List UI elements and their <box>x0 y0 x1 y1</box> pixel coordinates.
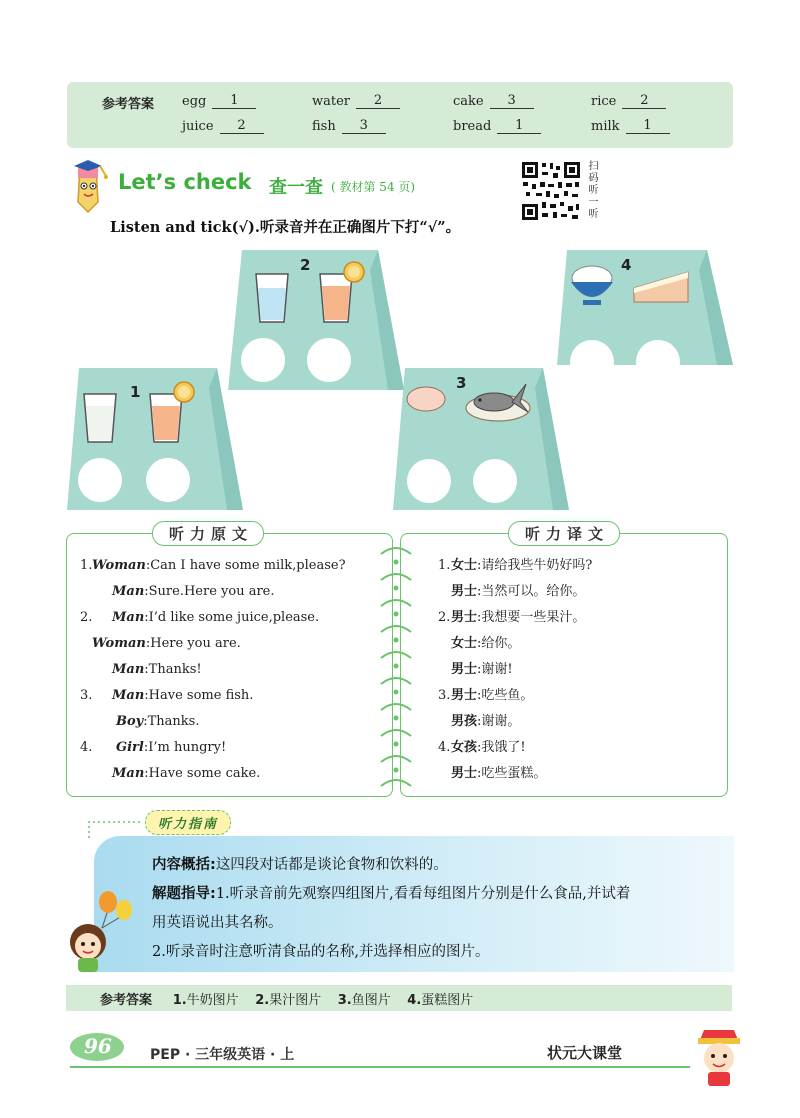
textbook-page-ref: ( 教材第 54 页) <box>331 180 416 194</box>
answer-item <box>312 93 400 109</box>
dialogue-line: Boy:Thanks. <box>116 714 200 729</box>
answer-item <box>312 118 386 134</box>
dialogue-line: 4. Girl:I’m hungry! <box>80 740 227 755</box>
top-answer-box <box>67 82 733 148</box>
section-subtitle: 查一查 <box>269 177 323 198</box>
speaker: Girl <box>116 740 144 755</box>
speaker: 女士 <box>451 636 478 651</box>
section-title: Let’s check <box>118 170 252 194</box>
tick-circle[interactable] <box>241 338 285 382</box>
guide-summary: 内容概括:这四段对话都是谈论食物和饮料的。 <box>152 857 448 873</box>
book-title: PEP · 三年级英语 · 上 <box>150 1047 295 1063</box>
line-text: 我饿了! <box>481 740 526 755</box>
line-text: I’d like some juice,please. <box>148 610 320 625</box>
speaker: Boy <box>116 714 144 729</box>
dialogue-line: 1.Woman:Can I have some milk,please? <box>80 558 346 573</box>
answer-word: fish <box>312 119 336 134</box>
tick-circle[interactable] <box>570 340 614 384</box>
speaker: Man <box>112 662 145 677</box>
answer-number: 1 <box>626 118 670 134</box>
water-glass-icon <box>252 268 292 326</box>
scan-to-listen-label: 扫码听一听 <box>586 160 597 220</box>
transcript-lines <box>80 553 346 787</box>
dialogue-line: 4.女孩:我饿了! <box>438 740 526 755</box>
answer-item <box>453 118 541 134</box>
answer-number: 1 <box>212 93 256 109</box>
line-text: 吃些鱼。 <box>481 688 534 703</box>
speaker: 男士 <box>451 688 478 703</box>
answer-number: 3 <box>490 93 534 109</box>
card-number: 1 <box>130 383 141 401</box>
answer-item <box>591 118 670 134</box>
dialogue-line: Woman:Here you are. <box>92 636 241 651</box>
egg-icon <box>404 384 450 414</box>
dialogue-line: 2.男士:我想要一些果汁。 <box>438 610 586 625</box>
line-text: 当然可以。给你。 <box>481 584 586 599</box>
translation-lines <box>438 553 592 787</box>
pencil-mascot-icon <box>62 158 114 214</box>
dialogue-line: 男士:当然可以。给你。 <box>451 584 586 599</box>
fish-plate-icon <box>464 376 536 424</box>
dialogue-line: 3.男士:吃些鱼。 <box>438 688 534 703</box>
answer-word: bread <box>453 119 492 134</box>
dialogue-line: Man:Have some cake. <box>112 766 261 781</box>
tick-circle[interactable] <box>146 458 190 502</box>
line-text: Here you are. <box>150 636 241 651</box>
card-number: 3 <box>456 374 467 392</box>
speaker: Woman <box>92 636 146 651</box>
guide-tip-1-cont: 用英语说出其名称。 <box>152 915 283 931</box>
line-text: Thanks. <box>147 714 200 729</box>
speaker: 男士 <box>451 584 478 599</box>
answer-item <box>182 118 264 134</box>
line-text: 吃些蛋糕。 <box>481 766 547 781</box>
rice-bowl-icon <box>567 262 617 308</box>
line-text: 我想要一些果汁。 <box>481 610 586 625</box>
dialogue-line: 男孩:谢谢。 <box>451 714 521 729</box>
bottom-answer-text: 参考答案 1.牛奶图片 2.果汁图片 3.鱼图片 4.蛋糕图片 <box>100 993 474 1008</box>
milk-glass-icon <box>80 388 120 446</box>
speaker: Woman <box>92 558 146 573</box>
answer-number: 2 <box>622 93 666 109</box>
line-text: 请给我些牛奶好吗? <box>481 558 593 573</box>
dotted-connector <box>85 818 145 840</box>
guide-tip-1: 解题指导:1.听录音前先观察四组图片,看看每组图片分别是什么食品,并试着 <box>152 886 631 902</box>
speaker: Man <box>112 766 145 781</box>
speaker: 男士 <box>451 766 478 781</box>
card-number: 4 <box>621 256 632 274</box>
page-number: 96 <box>84 1034 112 1058</box>
line-text: Have some fish. <box>148 688 254 703</box>
juice-glass-icon <box>316 260 366 326</box>
line-text: I’m hungry! <box>148 740 227 755</box>
speaker: Man <box>112 584 145 599</box>
line-text: 谢谢! <box>481 662 513 677</box>
answer-number: 3 <box>342 118 386 134</box>
answer-word: juice <box>182 119 214 134</box>
speaker: 女士 <box>451 558 478 573</box>
qr-code-icon[interactable] <box>520 160 582 222</box>
mascot-logo-icon <box>690 1026 748 1088</box>
card-number: 2 <box>300 256 311 274</box>
dialogue-line: 男士:谢谢! <box>451 662 513 677</box>
cake-icon <box>630 268 692 308</box>
speaker: Man <box>112 610 145 625</box>
tick-circle[interactable] <box>407 459 451 503</box>
tick-circle[interactable] <box>78 458 122 502</box>
line-text: 谢谢。 <box>481 714 521 729</box>
answer-word: cake <box>453 94 484 109</box>
tick-circle[interactable] <box>307 338 351 382</box>
dialogue-line: 女士:给你。 <box>451 636 521 651</box>
dialogue-line: 2. Man:I’d like some juice,please. <box>80 610 320 625</box>
dialogue-line: Man:Sure.Here you are. <box>112 584 275 599</box>
answer-number: 2 <box>220 118 264 134</box>
spiral-binding <box>371 540 421 796</box>
tick-circle[interactable] <box>473 459 517 503</box>
transcript-title: 听力原文 <box>152 521 264 546</box>
speaker: 女孩 <box>451 740 478 755</box>
translation-title: 听力译文 <box>508 521 620 546</box>
answer-label: 参考答案 <box>100 993 153 1008</box>
speaker: 男士 <box>451 662 478 677</box>
girl-balloons-icon <box>62 888 138 974</box>
guide-tab: 听力指南 <box>145 810 231 835</box>
dialogue-line: Man:Thanks! <box>112 662 202 677</box>
line-text: Thanks! <box>148 662 202 677</box>
answer-word: egg <box>182 94 207 109</box>
line-text: Can I have some milk,please? <box>150 558 346 573</box>
juice-glass-icon <box>146 380 198 446</box>
answer-word: water <box>312 94 351 109</box>
dialogue-line: 男士:吃些蛋糕。 <box>451 766 547 781</box>
footer-rule <box>70 1066 690 1068</box>
speaker: Man <box>112 688 145 703</box>
instruction-text: Listen and tick(√).听录音并在正确图片下打“√”。 <box>110 219 461 236</box>
speaker: 男士 <box>451 610 478 625</box>
answer-item <box>182 93 256 109</box>
answer-number: 2 <box>356 93 400 109</box>
speaker: 男孩 <box>451 714 478 729</box>
line-text: Have some cake. <box>148 766 261 781</box>
answer-item <box>591 93 666 109</box>
answer-number: 1 <box>497 118 541 134</box>
guide-tip-2: 2.听录音时注意听清食品的名称,并选择相应的图片。 <box>152 944 490 960</box>
answer-word: milk <box>591 119 620 134</box>
answer-item <box>453 93 534 109</box>
answer-label: 参考答案 <box>102 97 155 112</box>
dialogue-line: 1.女士:请给我些牛奶好吗? <box>438 558 593 573</box>
line-text: Sure.Here you are. <box>148 584 275 599</box>
brand-name: 状元大课堂 <box>547 1044 623 1062</box>
line-text: 给你。 <box>481 636 521 651</box>
tick-circle[interactable] <box>636 340 680 384</box>
dialogue-line: 3. Man:Have some fish. <box>80 688 254 703</box>
answer-word: rice <box>591 94 617 109</box>
